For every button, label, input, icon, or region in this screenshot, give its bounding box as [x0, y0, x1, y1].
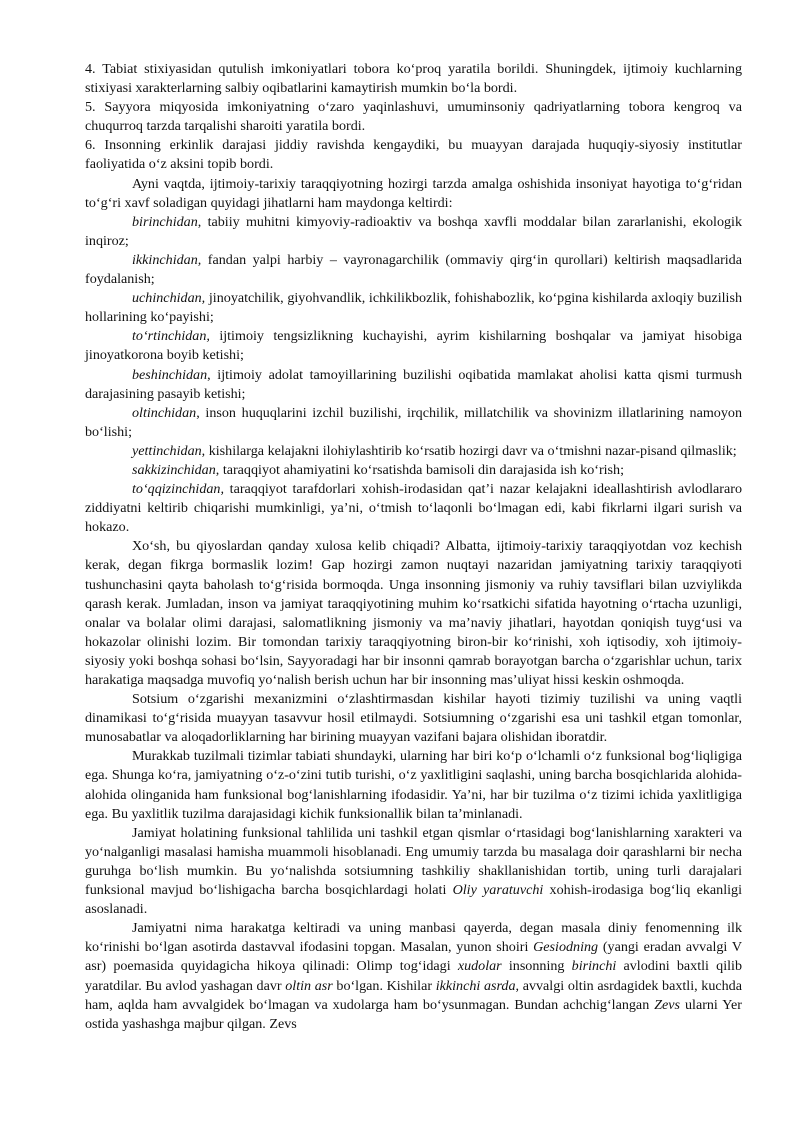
italic-text: xudolar [457, 958, 502, 975]
italic-text: oltinchidan [132, 404, 197, 421]
text-run: jinoyatchilik, giyohvandlik, ichkilikbozlik, fohishabozlik, ko‘pgina kishilarda axloqiy buzilish hollarining ko‘payishi; [85, 290, 742, 326]
paragraph [85, 747, 742, 823]
text-run: insonning [501, 958, 572, 975]
italic-text: sakkizinchidan [132, 461, 216, 478]
paragraph [85, 919, 742, 1034]
italic-text: yettinchidan [132, 442, 202, 459]
paragraph [85, 289, 742, 327]
text-run: (yangi eradan avvalgi V asr) poemasida quyidagicha hikoya qilinadi: Olimp tog‘idagi [85, 939, 742, 975]
paragraph [85, 60, 742, 98]
paragraph [85, 824, 742, 919]
italic-text: ikkinchi asrda [435, 977, 516, 994]
text-run: , ijtimoiy adolat tamoyillarining buzilishi oqibatida mamlakat aholisi katta qismi turmush darajasining pasayib ketishi; [85, 366, 742, 402]
italic-text: uchinchidan, [132, 290, 206, 307]
paragraph [85, 366, 742, 404]
text-run: Xo‘sh, bu qiyoslardan qanday xulosa kelib chiqadi? Albatta, ijtimoiy-tarixiy taraqqiyotdan voz kechish kerak, degan fikrga bormaslik lozim! Gap hozirgi zamon nuqtayi nazaridan jamiyatning tarixiy taraqqiyoti tushunchasini qayta baholash to‘g‘risida bormoqda. Unga insonning jismoniy va ruhiy tavsiflari bilan uzviylikda qarash kerak. Jumladan, inson va jamiyat taraqqiyotining muhim ko‘rsatkichi sifatida hayotning o‘rtacha uzunligi, onalar va bolalar olimi darajasi, salomatlikning jismoniy va ma’naviy jihatlari, hayotdan qoniqish tuyg‘usi va hokazolar olinishi lozim. Bir tomondan tarixiy taraqqiyotning biron-bir ko‘rinishi, xoh iqtisodiy, xoh ijtimoiy-siyosiy yoki boshqa sohasi bo‘lsin, Sayyoradagi har bir insonni qamrab borayotgan barcha o‘zgarishlar uchun, tarix harakatiga maqsadga muvofiq yo‘nalish berish uchun har bir insonning mas’uliyat hissi keskin oshmoqda. [85, 538, 742, 688]
text-run: ularni Yer ostida yashashga majbur qilgan. Zevs [85, 996, 742, 1032]
italic-text: Zevs [654, 996, 681, 1013]
text-run: ijtimoiy tengsizlikning kuchayishi, ayrim kishilarning boshqalar va jamiyat hisobiga jinoyatkorona boyib ketishi; [85, 328, 742, 364]
text-run: Murakkab tuzilmali tizimlar tabiati shundayki, ularning har biri ko‘p o‘lchamli o‘z funksional bog‘liqligiga ega. Shunga ko‘ra, jamiyatning o‘z-o‘zini tutib turishi, o‘z yaxlitligini saqlashi, uning barcha bosqichlarida alohida-alohida olinganida ham funksional bog‘lanishlarning ifodasidir. Ya’ni, har bir tuzilma o‘z tizimi ichida yaxlitligiga ega. Bu yaxlitlik tuzilma darajasidagi kichik funksionallik bilan ta’minlanadi. [85, 748, 742, 822]
text-run: 6. Insonning erkinlik darajasi jiddiy ravishda kengaydiki, bu muayyan darajada huquqiy-siyosiy institutlar faoliyatida o‘z aksini topib bordi. [85, 137, 742, 173]
paragraph [85, 175, 742, 213]
text-run: xohish-irodasiga bog‘liq ekanligi asoslanadi. [85, 882, 743, 918]
italic-text: ikkinchidan, [132, 251, 202, 268]
paragraph [85, 461, 742, 480]
paragraph [85, 251, 742, 289]
paragraph [85, 404, 742, 442]
paragraph [85, 690, 742, 747]
paragraph [85, 480, 742, 537]
paragraph [85, 537, 742, 690]
italic-text: birinchidan [132, 213, 198, 230]
text-run: Jamiyatni nima harakatga keltiradi va uning manbasi qayerda, degan masala diniy fenomenning ilk ko‘rinishi bo‘lgan asotirda dastavval ifodasini topgan. Masalan, yunon shoiri [85, 920, 742, 956]
text-run: , tabiiy muhitni kimyoviy-radioaktiv va boshqa xavfli moddalar bilan zararlanishi, ekologik inqiroz; [85, 213, 742, 249]
text-run: Ayni vaqtda, ijtimoiy-tarixiy taraqqiyotning hozirgi tarzda amalga oshishida insoniyat hayotiga to‘g‘ridan to‘g‘ri xavf soladigan quyidagi jihatlarni ham maydonga keltirdi: [85, 175, 742, 211]
text-run: 5. Sayyora miqyosida imkoniyatning o‘zaro yaqinlashuvi, umuminsoniy qadriyatlarning tobora kengroq va chuqurroq tarzda tarqalishi sharoiti yaratila bordi. [85, 99, 742, 135]
italic-text: Gesiodning [533, 939, 599, 956]
text-run: Jamiyat holatining funksional tahlilida uni tashkil etgan qismlar o‘rtasidagi bog‘lanishlarning xarakteri va yo‘nalganligi masalasi hamisha muammoli hisoblanadi. Eng umumiy tarzda bu masalaga doir qarashlarni bir necha guruhga bo‘lish mumkin. Bu yo‘nalishda sotsiumning tashkiliy shakllanishidan tortib, uning turli darajalari funksional mavjud bo‘lishigacha barcha bosqichlardagi holati [85, 824, 742, 899]
paragraph [85, 98, 742, 136]
paragraph [85, 213, 742, 251]
italic-text: Oliy yaratuvchi [452, 882, 544, 899]
text-run: Sotsium o‘zgarishi mexanizmini o‘zlashtirmasdan kishilar hayoti tizimiy tuzilishi va uning vaqtli dinamikasi to‘g‘risida muayyan tasavvur hosil etilmaydi. Sotsiumning o‘zgarishi esa uni tashkil etgan tomonlar, munosabatlar va aloqadorliklarning har birining muayyan vazifani bajara olishidan iboratdir. [85, 691, 742, 746]
text-run: avlodini baxtli qilib yaratdilar. Bu avlod yashagan davr [85, 958, 742, 994]
text-run: fandan yalpi harbiy – vayronagarchilik (ommaviy qirg‘in qurollari) keltirish maqsadlarida foydalanish; [85, 251, 742, 288]
text-run: bo‘lgan. Kishilar [332, 977, 436, 994]
italic-text: birinchi [571, 958, 617, 975]
text-run: , avvalgi oltin asrdagidek baxtli, kuchda ham, aqlda ham avvalgidek bo‘lmagan va xudolarga ham bo‘ysunmagan. Bundan achchig‘langan [85, 977, 742, 1013]
paragraph [85, 442, 742, 461]
paragraph [85, 327, 742, 365]
italic-text: oltin asr [285, 977, 333, 994]
text-run: 4. Tabiat stixiyasidan qutulish imkoniyatlari tobora ko‘proq yaratila borildi. Shuningdek, ijtimoiy kuchlarning stixiyasi xarakterlarning salbiy oqibatlarini kamaytirish mumkin bo‘la bordi. [85, 61, 742, 97]
text-run: , taraqqiyot ahamiyatini ko‘rsatishda bamisoli din darajasida ish ko‘rish; [215, 461, 625, 478]
text-run: , inson huquqlarini izchil buzilishi, irqchilik, millatchilik va shovinizm illatlarining namoyon bo‘lishi; [85, 404, 742, 440]
italic-text: to‘qqizinchidan, [132, 481, 224, 498]
italic-text: beshinchidan [132, 366, 208, 383]
text-run: , kishilarga kelajakni ilohiylashtirib ko‘rsatib hozirgi davr va o‘tmishni nazar-pisand qilmaslik; [201, 442, 737, 459]
paragraph [85, 136, 742, 174]
italic-text: to‘rtinchidan, [132, 328, 210, 345]
text-run: taraqqiyot tarafdorlari xohish-irodasidan qat’i nazar kelajakni ideallashtirish avlodlararo ziddiyatni keltirib chiqarishi mumkinligi, ya’ni, o‘tmish to‘laqonli bo‘lmagan edi, kabi fikrlarni ilgari surish va hokazo. [85, 481, 742, 536]
